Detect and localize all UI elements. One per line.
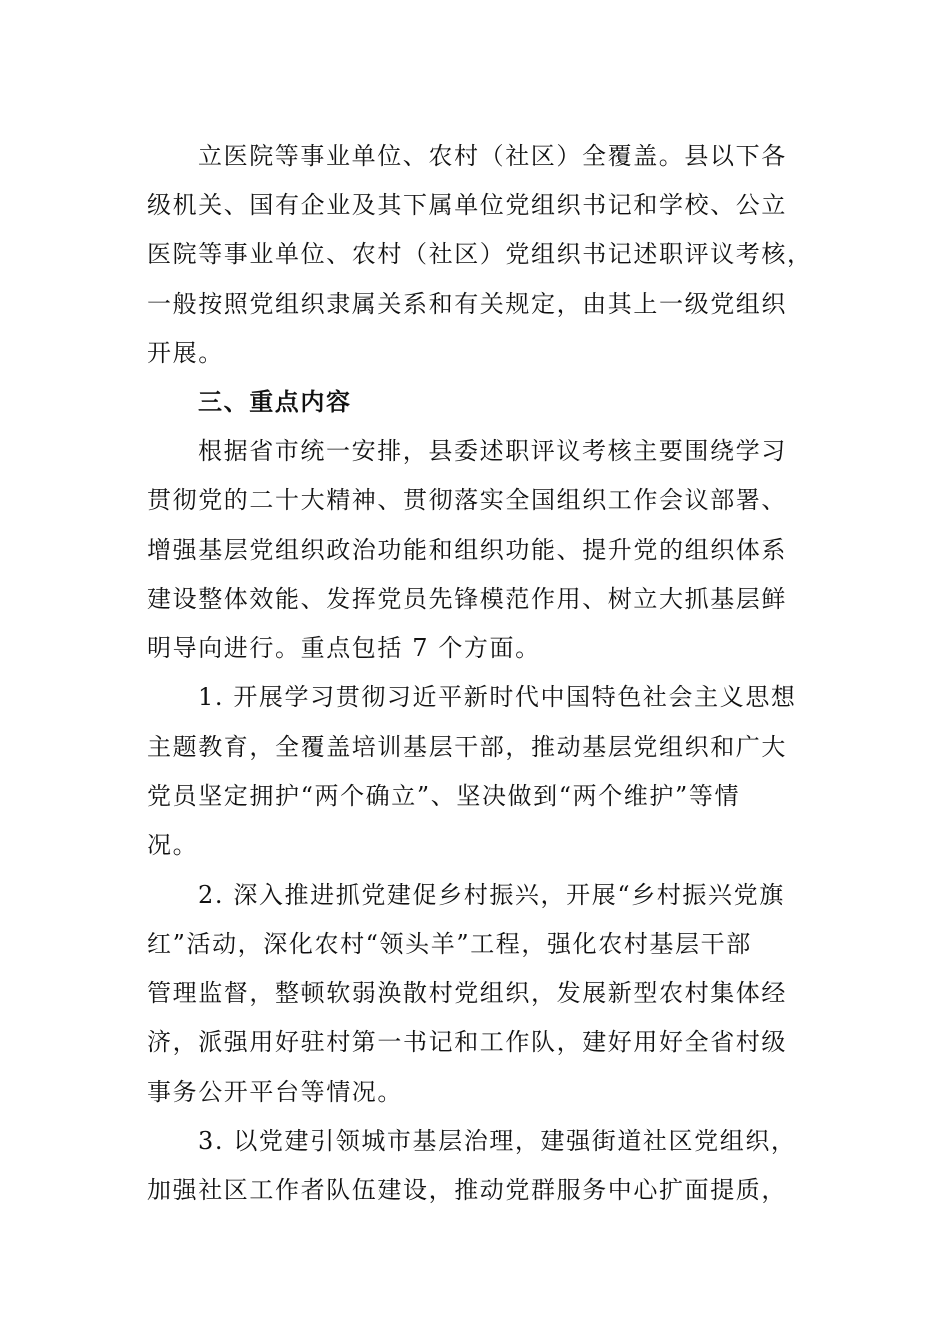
list-item-line: 党员坚定拥护“两个确立”、坚决做到“两个维护”等情 <box>147 782 741 810</box>
list-item-line: 1. 开展学习贯彻习近平新时代中国特色社会主义思想 <box>198 683 797 711</box>
list-item-line: 红”活动，深化农村“领头羊”工程，强化农村基层干部 <box>147 930 752 958</box>
list-item-line: 加强社区工作者队伍建设，推动党群服务中心扩面提质， <box>147 1176 787 1204</box>
body-text-line: 立医院等事业单位、农村（社区）全覆盖。县以下各 <box>198 142 787 170</box>
list-item-line: 事务公开平台等情况。 <box>147 1078 403 1106</box>
body-text-line: 贯彻党的二十大精神、贯彻落实全国组织工作会议部署、 <box>147 486 787 514</box>
list-item-line: 2. 深入推进抓党建促乡村振兴，开展“乡村振兴党旗 <box>198 881 785 909</box>
body-text-line: 增强基层党组织政治功能和组织功能、提升党的组织体系 <box>147 536 787 564</box>
list-item-line: 3. 以党建引领城市基层治理，建强街道社区党组织， <box>198 1127 797 1155</box>
list-item-line: 况。 <box>147 831 199 859</box>
body-text-line: 开展。 <box>147 339 224 367</box>
body-text-line: 一般按照党组织隶属关系和有关规定，由其上一级党组织 <box>147 290 787 318</box>
body-text-line: 建设整体效能、发挥党员先锋模范作用、树立大抓基层鲜 <box>147 585 787 613</box>
list-item-line: 济，派强用好驻村第一书记和工作队，建好用好全省村级 <box>147 1028 787 1056</box>
section-heading: 三、重点内容 <box>198 388 352 416</box>
list-item-line: 管理监督，整顿软弱涣散村党组织，发展新型农村集体经 <box>147 979 787 1007</box>
body-text-line: 明导向进行。重点包括 7 个方面。 <box>147 634 541 662</box>
body-text-line: 医院等事业单位、农村（社区）党组织书记述职评议考核， <box>147 240 813 268</box>
body-text-line: 级机关、国有企业及其下属单位党组织书记和学校、公立 <box>147 191 787 219</box>
body-text-line: 根据省市统一安排，县委述职评议考核主要围绕学习 <box>198 437 787 465</box>
list-item-line: 主题教育，全覆盖培训基层干部，推动基层党组织和广大 <box>147 733 787 761</box>
